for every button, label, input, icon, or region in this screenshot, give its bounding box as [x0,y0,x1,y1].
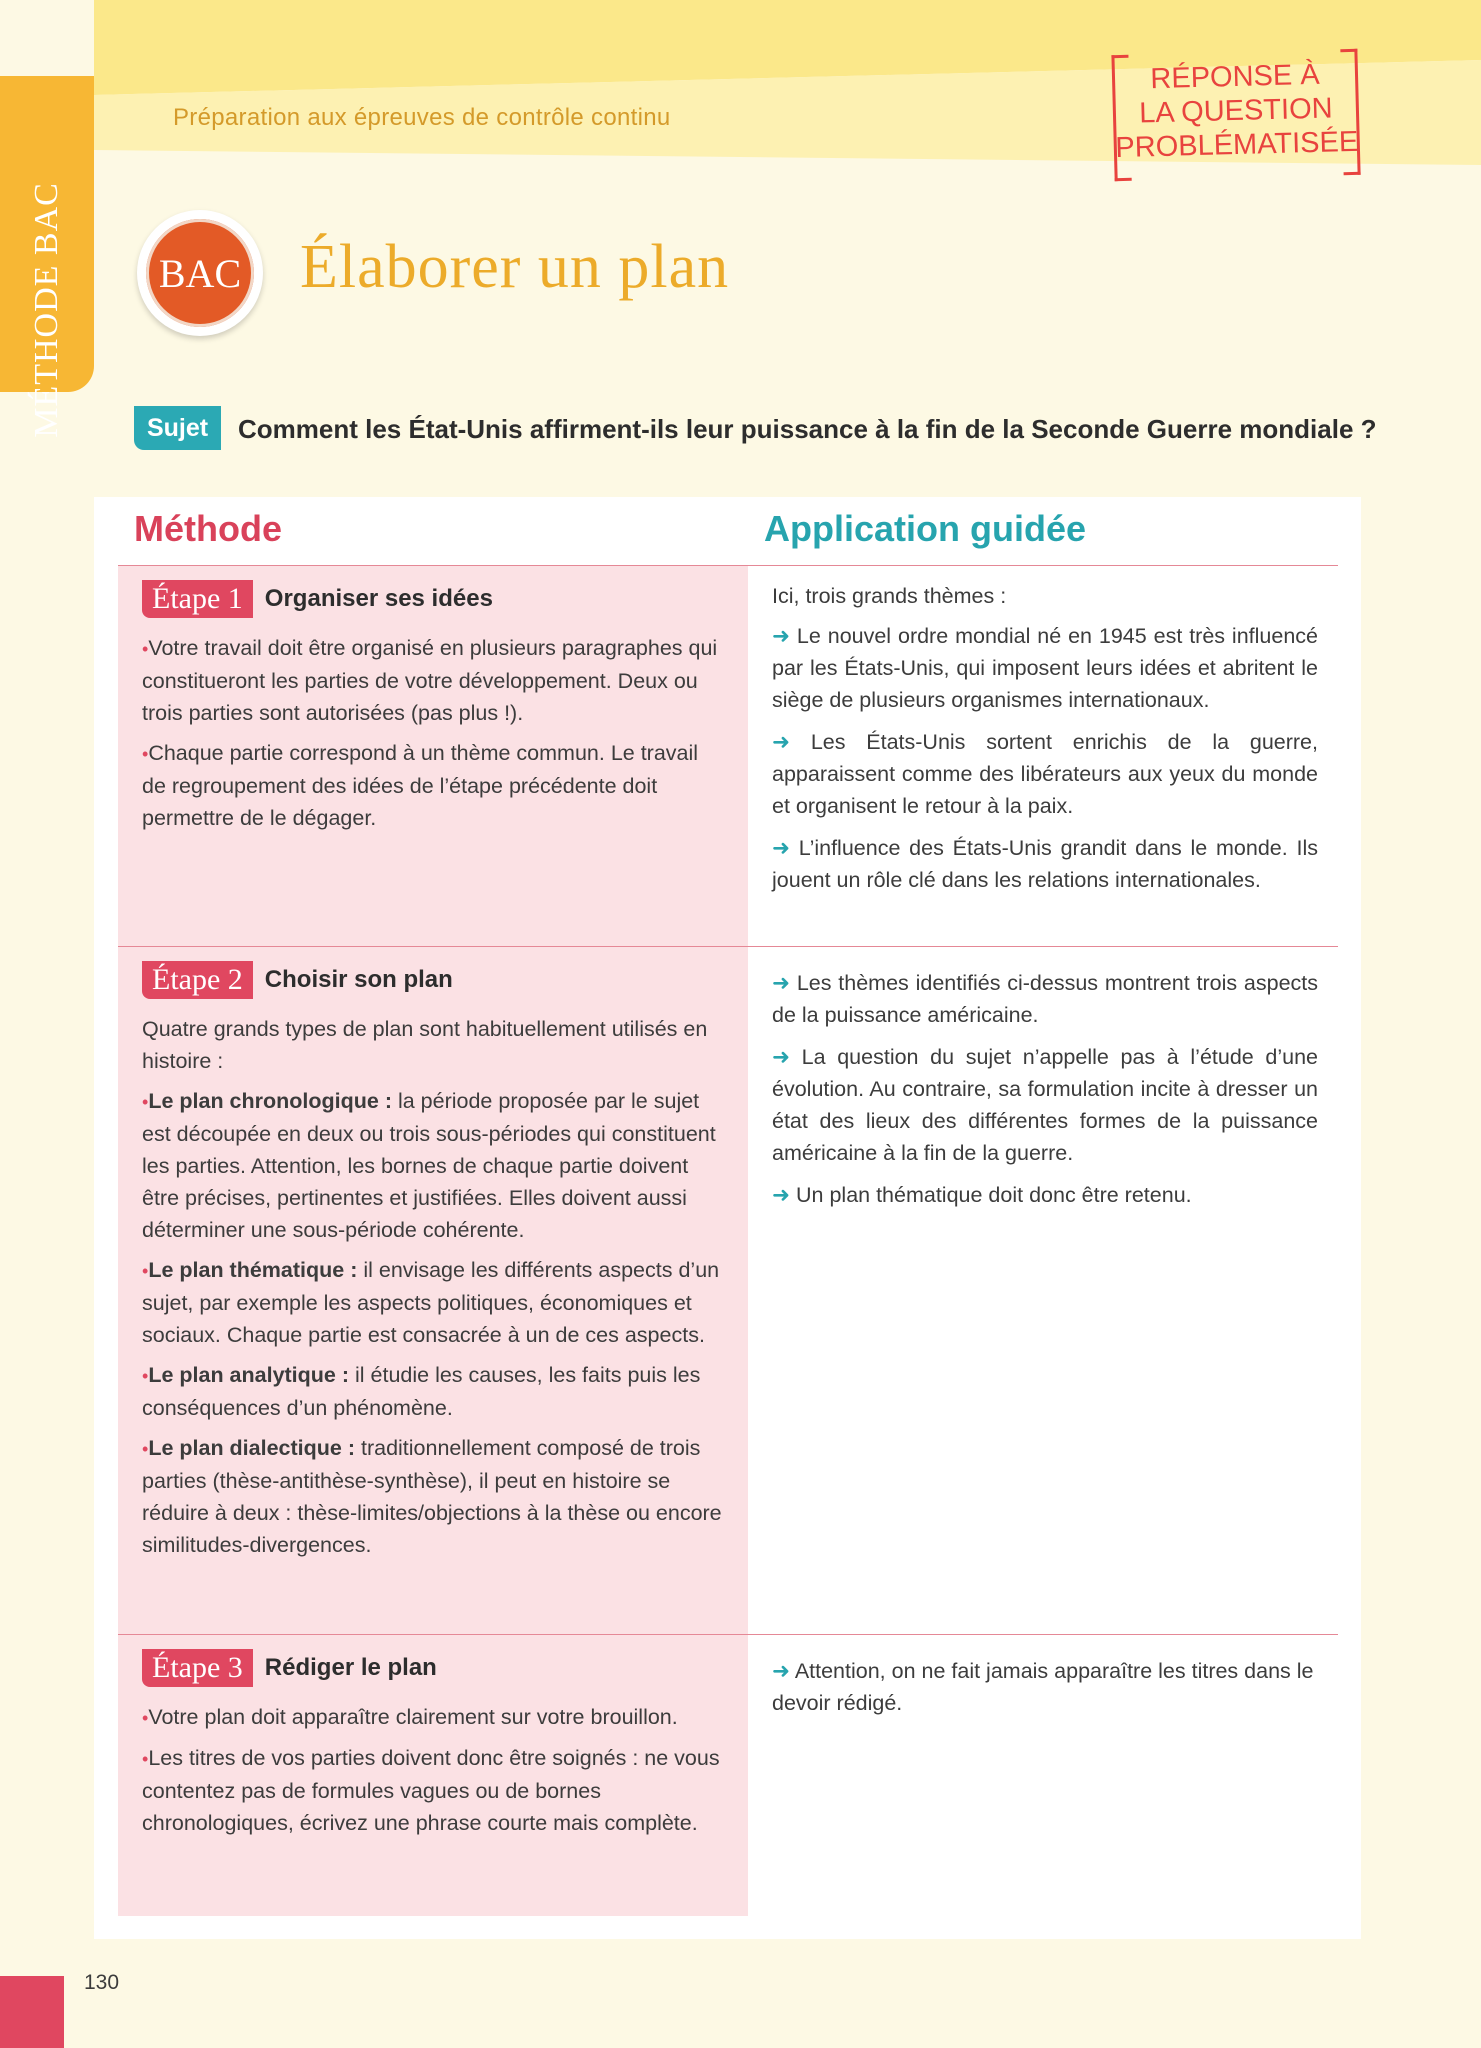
step-2-title: Choisir son plan [264,966,453,993]
bullet-icon: • [142,744,149,764]
step-2-method [142,1013,727,1569]
application-paragraph [772,967,1318,1031]
divider [118,565,1338,566]
method-paragraph [142,632,727,729]
method-text: la période proposée par le sujet est découpée en deux ou trois sous-périodes qui constituent les parties. Attention, les bornes de chaque partie doivent être précises, pertinentes et justifiées. Elles doivent aussi déterminer une sous-période cohérente. [142,1089,716,1242]
divider [118,1634,1338,1635]
bullet-icon: • [142,1261,149,1281]
method-text: Les titres de vos parties doivent donc être soignés : ne vous contentez pas de formules vagues ou de bornes chronologiques, écrivez une phrase courte mais complète. [142,1746,720,1835]
arrow-icon: ➜ [772,1659,791,1683]
answer-stamp [1111,49,1360,179]
method-paragraph [142,1254,727,1351]
step-1-title: Organiser ses idées [264,585,493,612]
page-title: Élaborer un plan [300,233,730,301]
method-intro: Quatre grands types de plan sont habituellement utilisés en histoire : [142,1017,708,1073]
application-text: La question du sujet n’appelle pas à l’étude d’une évolution. Au contraire, sa formulation incite à dresser un état des lieux des différentes formes de la puissance américaine à la fin de la guerre. [772,1045,1318,1165]
step-2-header [142,961,453,999]
method-text: il étudie les causes, les faits puis les conséquences d’un phénomène. [142,1363,701,1420]
step-3-title: Rédiger le plan [264,1654,437,1681]
application-heading: Application guidée [764,508,1087,549]
step-3-badge: Étape 3 [142,1649,253,1687]
sujet-question: Comment les État-Unis affirment-ils leur puissance à la fin de la Seconde Guerre mondiale ? [238,414,1377,444]
application-paragraph [772,1655,1318,1719]
application-paragraph [772,832,1318,896]
step-3-application [772,1655,1318,1727]
stamp-bracket-right [1340,49,1360,175]
step-2-badge: Étape 2 [142,961,253,999]
page-number: 130 [84,1971,120,1994]
method-term: Le plan analytique : [148,1363,350,1387]
step-1-header [142,580,493,618]
application-text: Un plan thématique doit donc être retenu. [796,1183,1192,1207]
divider [118,946,1338,947]
side-tab [0,76,94,438]
method-paragraph [142,1742,727,1839]
application-paragraph [772,620,1318,716]
bullet-icon: • [142,1439,149,1459]
sujet-tag: Sujet [134,406,221,450]
application-paragraph [772,1179,1318,1211]
stamp-bracket-left [1111,55,1131,181]
prep-line: Préparation aux épreuves de contrôle continu [173,104,671,131]
bullet-icon: • [142,1092,149,1112]
step-1-badge: Étape 1 [142,580,253,618]
method-term: Le plan dialectique : [148,1436,355,1460]
method-paragraph [142,1359,727,1424]
method-paragraph [142,1701,727,1734]
stamp-line-1: RÉPONSE À [1150,58,1321,96]
arrow-icon: ➜ [772,836,791,860]
arrow-icon: ➜ [772,1183,791,1207]
bac-badge: BAC [146,219,254,327]
method-text: il envisage les différents aspects d’un sujet, par exemple les aspects politiques, économiques et sociaux. Chaque partie est consacrée à un de ces aspects. [142,1258,720,1347]
arrow-icon: ➜ [772,1045,791,1069]
application-text: L’influence des États-Unis grandit dans le monde. Ils jouent un rôle clé dans les relations internationales. [772,836,1318,892]
arrow-icon: ➜ [772,624,791,648]
step-2-application [772,967,1318,1219]
bullet-icon: • [142,639,149,659]
side-tab-label: MÉTHODE BAC [28,182,65,438]
method-paragraph [142,737,727,834]
stamp-line-2: LA QUESTION [1138,92,1333,130]
application-text: Le nouvel ordre mondial né en 1945 est très influencé par les États-Unis, qui imposent leurs idées et abritent le siège de plusieurs organismes internationaux. [772,624,1318,712]
arrow-icon: ➜ [772,730,791,754]
application-text: Les thèmes identifiés ci-dessus montrent trois aspects de la puissance américaine. [772,971,1319,1027]
method-paragraph [142,1432,727,1561]
application-text: Attention, on ne fait jamais apparaître les titres dans le devoir rédigé. [772,1659,1314,1715]
bac-logo [137,210,263,336]
application-intro: Ici, trois grands thèmes : [772,584,1007,608]
arrow-icon: ➜ [772,971,791,995]
application-paragraph [772,726,1318,822]
method-text: traditionnellement composé de trois parties (thèse-antithèse-synthèse), il peut en histoire se réduire à deux : thèse-limites/objections à la thèse ou encore similitudes-divergences. [142,1436,722,1557]
method-heading: Méthode [134,508,282,549]
page-corner-mark [0,1976,64,2048]
bullet-icon: • [142,1708,149,1728]
method-paragraph [142,1085,727,1246]
method-text: Chaque partie correspond à un thème commun. Le travail de regroupement des idées de l’étape précédente doit permettre de le dégager. [142,741,699,830]
method-term: Le plan chronologique : [148,1089,392,1113]
step-3-method [142,1701,727,1847]
application-paragraph [772,1041,1318,1169]
step-3-header [142,1649,437,1687]
method-text: Votre travail doit être organisé en plusieurs paragraphes qui constitueront les parties de votre développement. Deux ou trois parties sont autorisées (pas plus !). [142,636,718,725]
bullet-icon: • [142,1749,149,1769]
step-1-method [142,632,727,842]
step-1-application [772,580,1318,904]
stamp-line-3: PROBLÉMATISÉE [1115,125,1359,165]
method-text: Votre plan doit apparaître clairement sur votre brouillon. [148,1705,678,1729]
application-text: Les États-Unis sortent enrichis de la guerre, apparaissent comme des libérateurs aux yeux du monde et organisent le retour à la paix. [772,730,1318,818]
bullet-icon: • [142,1366,149,1386]
method-term: Le plan thématique : [148,1258,358,1282]
